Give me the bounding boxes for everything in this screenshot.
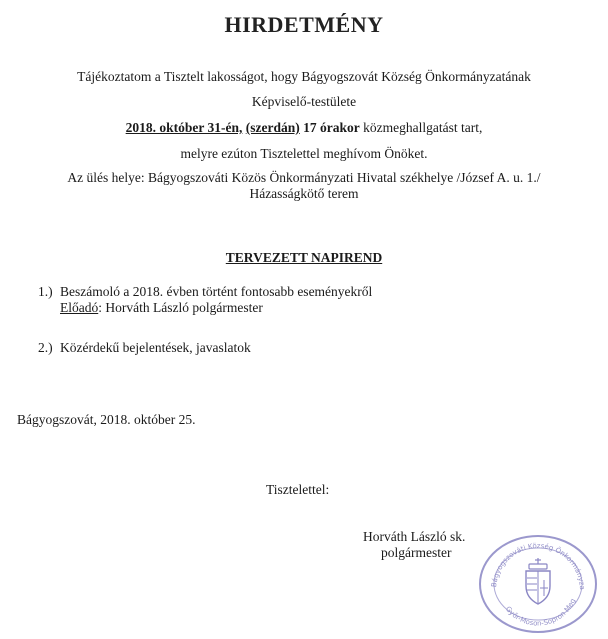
presenter-label: Előadó (60, 300, 99, 315)
svg-text:Győr-Moson-Sopron Megye: Győr-Moson-Sopron Meg (503, 597, 578, 628)
agenda-item-1-text: Beszámoló a 2018. évben történt fontosabb eseményekről (60, 284, 373, 299)
intro-line-1: Tájékoztatom a Tisztelt lakosságot, hogy Bágyogszovát Község Önkormányzatának (77, 69, 531, 84)
agenda-item-2-number: 2.) (38, 340, 53, 355)
invite-line: melyre ezúton Tisztelettel meghívom Önöket. (180, 146, 428, 161)
agenda-item-1-presenter (60, 300, 263, 316)
venue-line-2: Házasságkötő terem (249, 186, 359, 201)
svg-text:Bágyogszováti Község Önkormány: Bágyogszováti Község Önkormányza (490, 541, 587, 590)
meeting-day-time: (szerdán) 17 órakor (245, 120, 360, 135)
official-seal-stamp (474, 528, 600, 634)
intro-line-2: Képviselő-testülete (251, 94, 357, 109)
presenter-name: : Horváth László polgármester (98, 300, 263, 315)
meeting-date-line (0, 120, 608, 136)
agenda-heading: TERVEZETT NAPIREND (225, 250, 383, 265)
signer-name: Horváth László sk. (363, 529, 466, 544)
signer-title: polgármester (381, 545, 452, 560)
meeting-date: 2018. október 31-én, (125, 120, 243, 135)
meeting-date-rest: közmeghallgatást tart, (359, 120, 483, 135)
venue-line-1: Az ülés helye: Bágyogszováti Közös Önkormányzati Hivatal székhelye /József A. u. 1./ (67, 170, 541, 185)
closing: Tisztelettel: (266, 482, 330, 497)
place-date: Bágyogszovát, 2018. október 25. (17, 412, 196, 427)
agenda-item-1-number: 1.) (38, 284, 53, 299)
document-title: HIRDETMÉNY (224, 12, 384, 37)
seal-graphic (474, 528, 600, 634)
agenda-item-2-text: Közérdekű bejelentések, javaslatok (60, 340, 251, 355)
